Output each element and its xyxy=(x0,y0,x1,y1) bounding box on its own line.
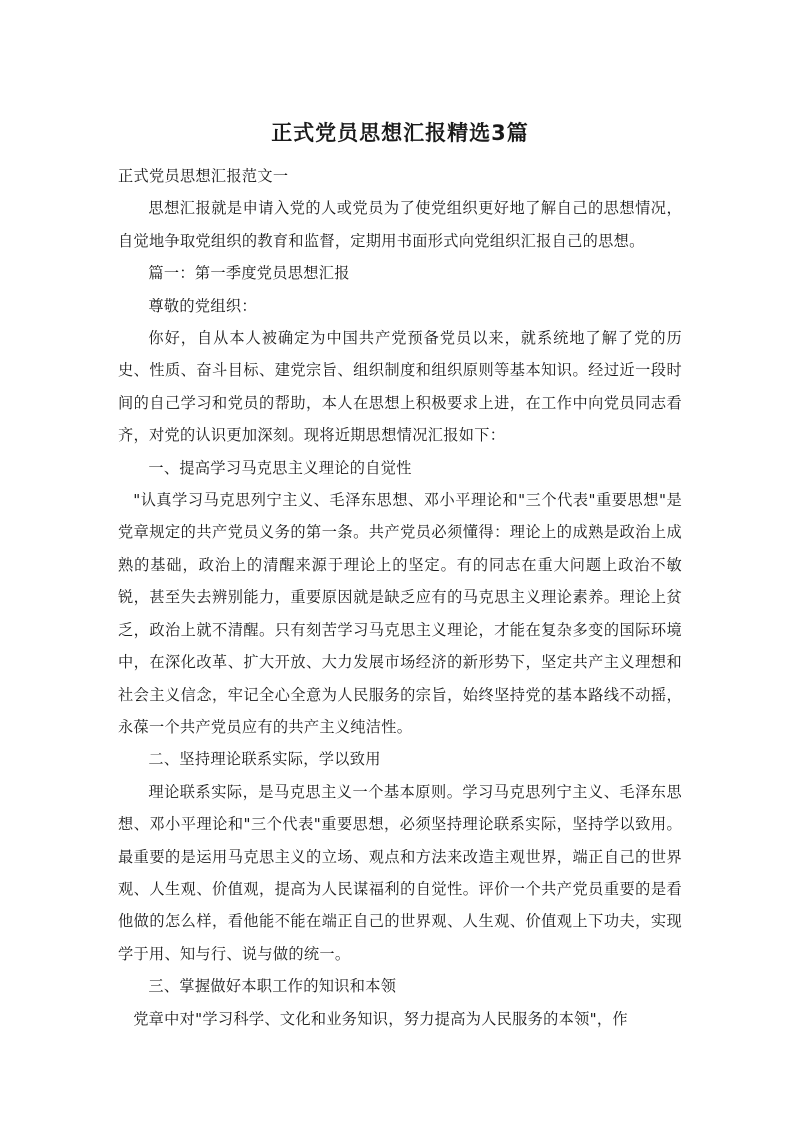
paragraph-body: 你好，自从本人被确定为中国共产党预备党员以来，就系统地了解了党的历史、性质、奋斗目标、建党宗旨、组织制度和组织原则等基本知识。经过近一段时间的自己学习和党员的帮助，本人在思想上积极要求上进，在工作中向党员同志看齐，对党的认识更加深刻。现将近期思想情况汇报如下： xyxy=(118,329,682,445)
paragraph-body: "认真学习马克思列宁主义、毛泽东思想、邓小平理论和"三个代表"重要思想"是党章规定的共产党员义务的第一条。共产党员必须懂得：理论上的成熟是政治上成熟的基础，政治上的清醒来源于理论上的坚定。有的同志在重大问题上政治不敏锐，甚至失去辨别能力，重要原因就是缺乏应有的马克思主义理论素养。理论上贫乏，政治上就不清醒。只有刻苦学习马克思主义理论，才能在复杂多变的国际环境中，在深化改革、扩大开放、大力发展市场经济的新形势下，坚定共产主义理想和社会主义信念，牢记全心全意为人民服务的宗旨，始终坚持党的基本路线不动摇，永葆一个共产党员应有的共产主义纯洁性。 xyxy=(118,491,682,736)
paragraph-body: 党章中对"学习科学、文化和业务知识，努力提高为人民服务的本领"，作 xyxy=(133,1009,628,1028)
paragraph-subtitle: 正式党员思想汇报范文一 xyxy=(118,167,289,185)
paragraph-heading-1: 一、提高学习马克思主义理论的自觉性 xyxy=(148,458,412,477)
paragraph-body: 理论联系实际，是马克思主义一个基本原则。学习马克思列宁主义、毛泽东思想、邓小平理论和"三个代表"重要思想，必须坚持理论联系实际，坚持学以致用。最重要的是运用马克思主义的立场、观点和方法来改造主观世界，端正自己的世界观、人生观、价值观，提高为人民谋福利的自觉性。评价一个共产党员重要的是看他做的怎么样，看他能不能在端正自己的世界观、人生观、价值观上下功夫，实现学于用、知与行、说与做的统一。 xyxy=(118,782,682,963)
document-body xyxy=(118,160,682,1035)
paragraph-heading-2: 二、坚持理论联系实际，学以致用 xyxy=(148,750,381,769)
paragraph-salutation: 尊敬的党组织： xyxy=(148,296,257,315)
paragraph-intro: 思想汇报就是申请入党的人或党员为了使党组织更好地了解自己的思想情况，自觉地争取党组织的教育和监督，定期用书面形式向党组织汇报自己的思想。 xyxy=(118,199,682,250)
paragraph-section-heading: 篇一：第一季度党员思想汇报 xyxy=(148,264,350,283)
document-title: 正式党员思想汇报精选3篇 xyxy=(271,121,529,145)
paragraph-heading-3: 三、掌握做好本职工作的知识和本领 xyxy=(148,977,397,996)
